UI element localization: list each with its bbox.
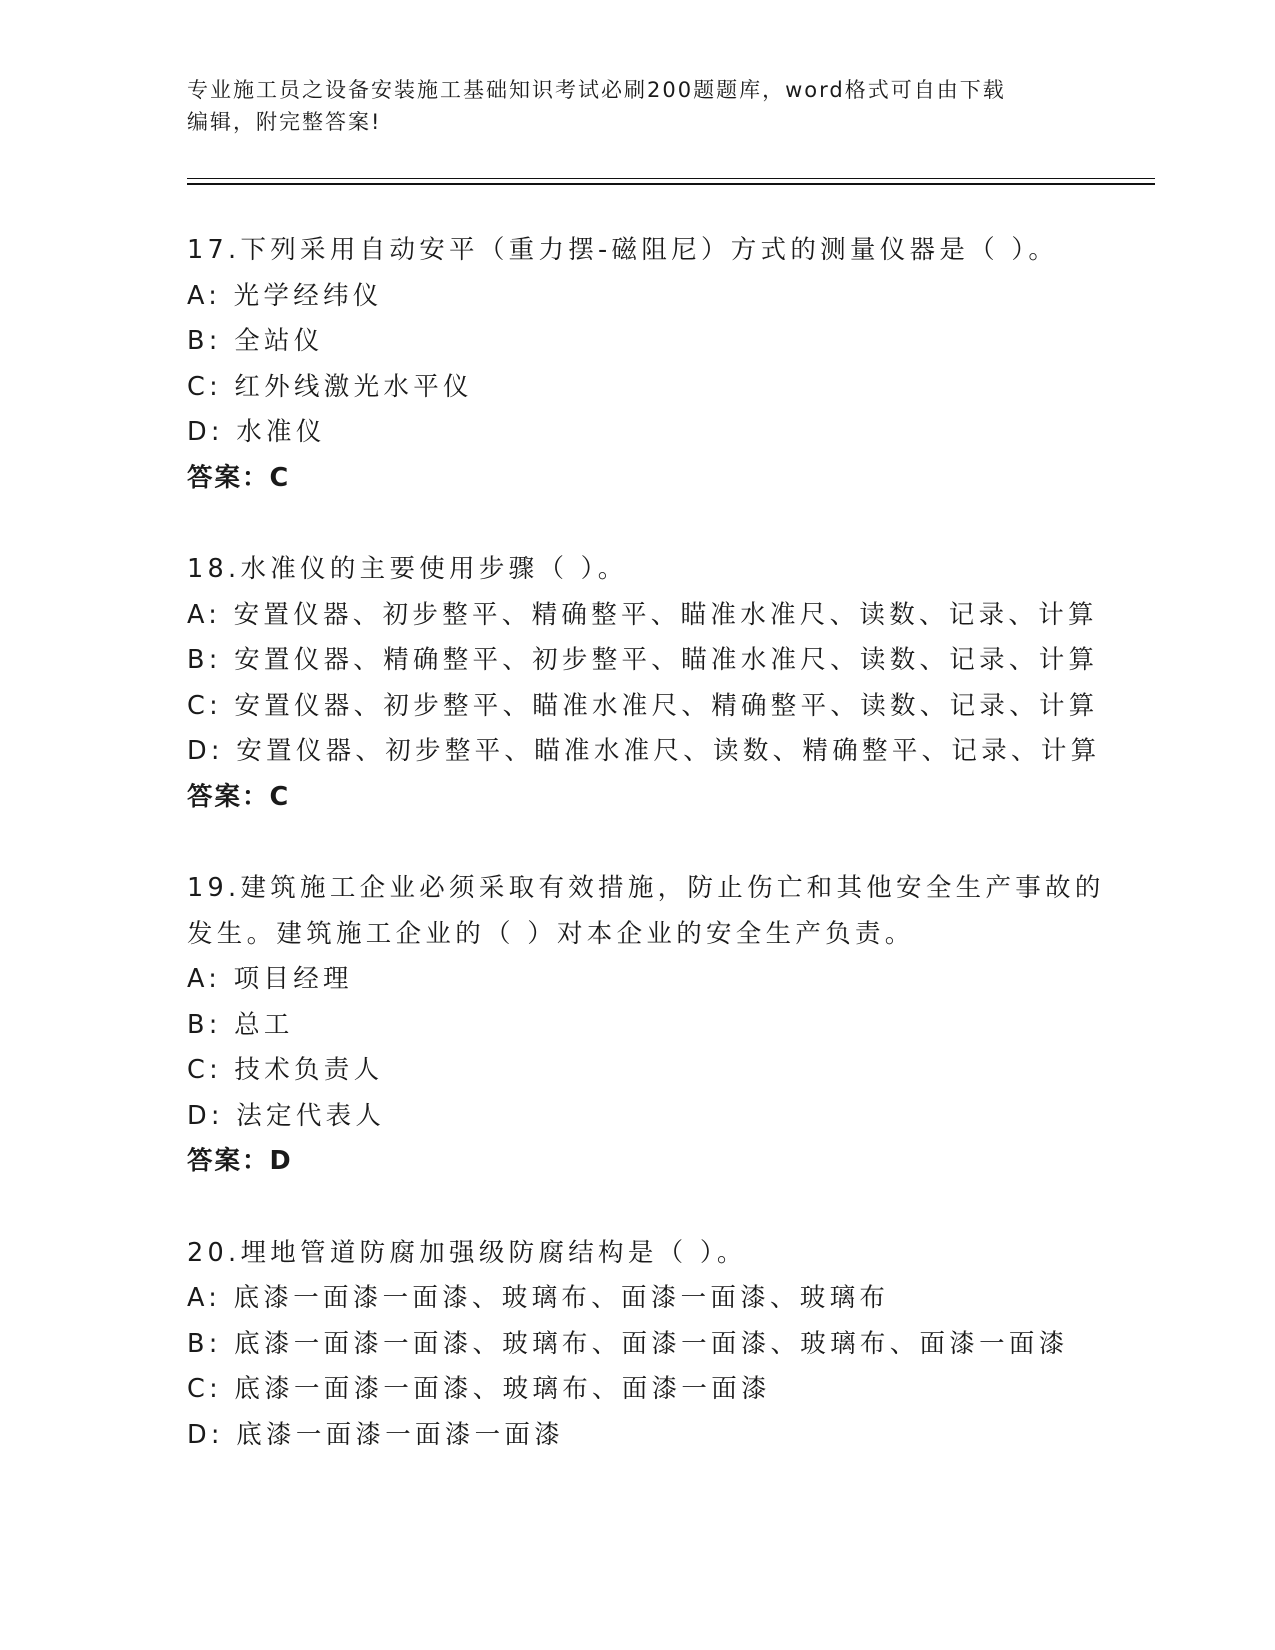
answer-text: 答案：D xyxy=(187,1146,293,1176)
option-d: D: 安置仪器、初步整平、瞄准水准尺、读数、精确整平、记录、计算 xyxy=(187,736,1101,766)
answer-text: 答案：C xyxy=(187,462,291,493)
option-b: B: 全站仪 xyxy=(187,326,324,356)
option-b: B: 总工 xyxy=(187,1009,294,1040)
option-a: A: 光学经纬仪 xyxy=(187,280,383,311)
option-d: D: 水准仪 xyxy=(187,417,326,447)
header-line-1: 专业施工员之设备安装施工基础知识考试必刷200题题库，word格式可自由下载 xyxy=(187,78,1006,102)
option-c: C: 技术负责人 xyxy=(187,1055,384,1085)
option-b: B: 底漆一面漆一面漆、玻璃布、面漆一面漆、玻璃布、面漆一面漆 xyxy=(187,1328,1069,1359)
question-text: 20.埋地管道防腐加强级防腐结构是（ ）。 xyxy=(187,1237,747,1268)
header-line-2: 编辑，附完整答案! xyxy=(187,110,382,134)
question-text-line-1: 19.建筑施工企业必须采取有效措施，防止伤亡和其他安全生产事故的 xyxy=(187,873,1105,903)
header-divider-thick xyxy=(187,183,1155,185)
option-c: C: 底漆一面漆一面漆、玻璃布、面漆一面漆 xyxy=(187,1374,771,1404)
question-list xyxy=(187,228,1105,1504)
document-header xyxy=(187,74,1087,138)
question-text: 17.下列采用自动安平（重力摆-磁阻尼）方式的测量仪器是（ ）。 xyxy=(187,235,1059,265)
option-c: C: 安置仪器、初步整平、瞄准水准尺、精确整平、读数、记录、计算 xyxy=(187,690,1099,721)
answer-text: 答案：C xyxy=(187,781,291,812)
option-a: A: 底漆一面漆一面漆、玻璃布、面漆一面漆、玻璃布 xyxy=(187,1283,890,1313)
question-19 xyxy=(187,866,1105,1185)
question-20 xyxy=(187,1231,1087,1459)
question-18 xyxy=(187,547,1101,820)
question-text: 18.水准仪的主要使用步骤（ ）。 xyxy=(187,554,628,584)
question-17 xyxy=(187,228,1087,501)
header-divider-thin xyxy=(187,178,1155,179)
question-text-line-2: 发生。建筑施工企业的（ ）对本企业的安全生产负责。 xyxy=(187,918,915,949)
option-a: A: 项目经理 xyxy=(187,964,353,994)
option-d: D: 底漆一面漆一面漆一面漆 xyxy=(187,1419,565,1450)
option-a: A: 安置仪器、初步整平、精确整平、瞄准水准尺、读数、记录、计算 xyxy=(187,599,1098,630)
option-c: C: 红外线激光水平仪 xyxy=(187,371,473,402)
option-b: B: 安置仪器、精确整平、初步整平、瞄准水准尺、读数、记录、计算 xyxy=(187,645,1099,675)
option-d: D: 法定代表人 xyxy=(187,1100,386,1131)
